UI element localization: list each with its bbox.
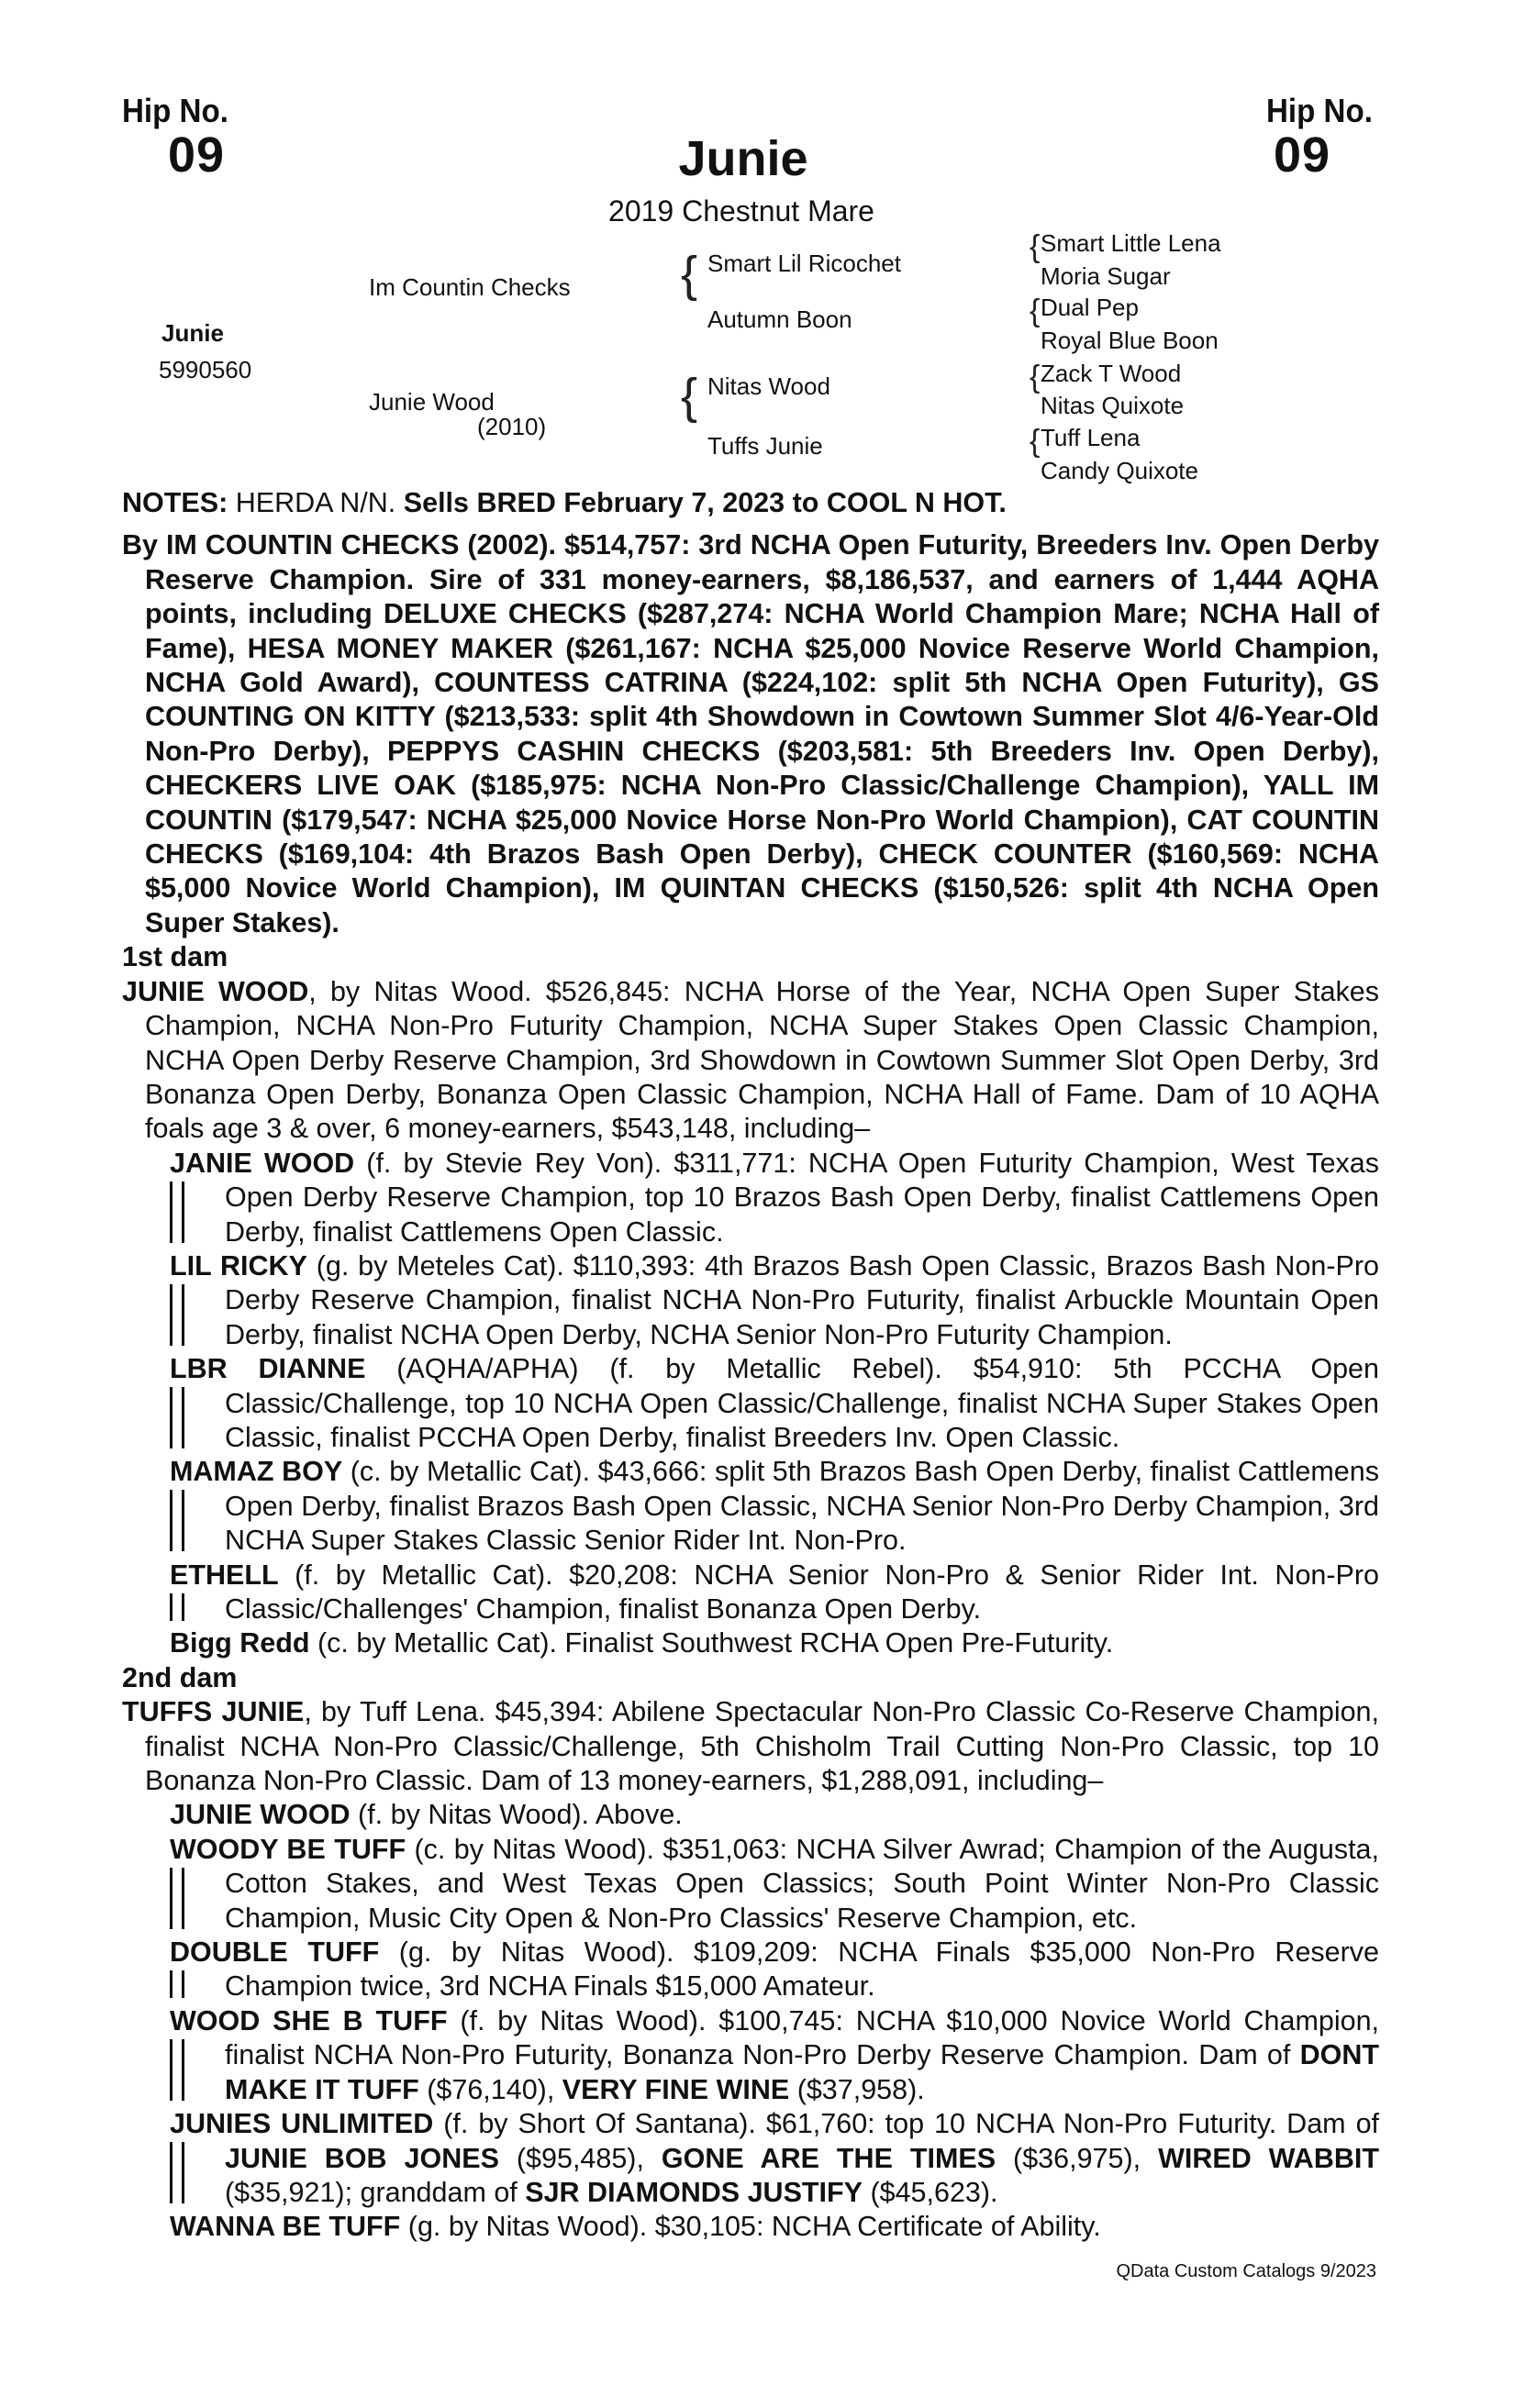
produce-name: SJR DIAMONDS JUSTIFY — [525, 2176, 863, 2208]
produce-name: JUNIE BOB JONES — [225, 2142, 499, 2174]
notes-label: NOTES: — [122, 487, 228, 518]
footer-credit: QData Custom Catalogs 9/2023 — [1116, 2261, 1376, 2281]
foal-name: Bigg Redd — [170, 1627, 310, 1659]
pedigree-dam-sire: Nitas Wood — [707, 372, 830, 400]
foal-entry — [170, 1352, 1379, 1455]
dam-record: , by Nitas Wood. $526,845: NCHA Horse of the Year, NCHA Open Super Stakes Champion, NCHA Non-Pro Futurity Champion, NCHA Super Stakes Open Classic Champion, NCHA Open Derby Reserve Champion, 3rd Showdown in Cowtown Summer Slot Open Derby, 3rd Bonanza Open Derby, Bonanza Open Classic Champion, NCHA Hall of Fame. Dam of 10 AQHA foals age 3 & over, 6 money-earners, $543,148, including– — [145, 975, 1379, 1145]
pedigree-brace: { — [1030, 294, 1041, 328]
foal-record: (f. by Nitas Wood). $100,745: NCHA $10,000 Novice World Champion, finalist NCHA Non-Pro Futurity, Bonanza Non-Pro Derby Reserve Champion. Dam of — [225, 2004, 1379, 2071]
foal-name: DOUBLE TUFF — [170, 1936, 380, 1969]
foal-record: (c. by Nitas Wood). $351,063: NCHA Silver Awrad; Champion of the Augusta, Cotton Stakes, and West Texas Open Classics; South Point Winter Non-Pro Classic Champion, Music City Open & Non-Pro Classics' Reserve Champion, etc. — [225, 1833, 1379, 1934]
pedigree-sire-sire: Smart Lil Ricochet — [707, 250, 901, 277]
foal-record: (g. by Meteles Cat). $110,393: 4th Brazos Bash Open Classic, Brazos Bash Non-Pro Derby Reserve Champion, finalist NCHA Non-Pro Futurity, finalist Arbuckle Mountain Open Derby, finalist NCHA Open Derby, NCHA Senior Non-Pro Futurity Champion. — [225, 1249, 1379, 1350]
foal-record: (f. by Metallic Cat). $20,208: NCHA Senior Non-Pro & Senior Rider Int. Non-Pro Classic/Challenges' Champion, finalist Bonanza Open Derby. — [225, 1559, 1379, 1625]
foal-record: (c. by Metallic Cat). $43,666: split 5th Brazos Bash Open Derby, finalist Cattlemens Open Derby, finalist Brazos Bash Open Classic, NCHA Senior Non-Pro Derby Champion, 3rd NCHA Super Stakes Classic Senior Rider Int. Non-Pro. — [225, 1456, 1379, 1557]
foal-record: (f. by Stevie Rey Von). $311,771: NCHA Open Futurity Champion, West Texas Open Derby Reserve Champion, top 10 Brazos Bash Open Derby, finalist Cattlemens Open Derby, finalist Cattlemens Open Classic. — [225, 1147, 1379, 1248]
foal-name: JUNIES UNLIMITED — [170, 2108, 434, 2140]
foal-entry — [170, 2210, 1379, 2244]
hip-number-left: 09 — [168, 128, 226, 183]
foal-record: (AQHA/APHA) (f. by Metallic Rebel). $54,910: 5th PCCHA Open Classic/Challenge, top 10 NCHA Open Classic/Challenge, finalist NCHA Super Stakes Open Classic, finalist PCCHA Open Derby, finalist Breeders Inv. Open Classic. — [225, 1353, 1379, 1453]
pedigree-dam-dam: Tuffs Junie — [707, 432, 823, 460]
foal-entry — [170, 1147, 1379, 1249]
pedigree-g3: Dual Pep — [1041, 294, 1139, 321]
pedigree-sire-dam: Autumn Boon — [707, 305, 852, 333]
hip-label-right: Hip No. — [1266, 92, 1373, 129]
produce-earnings: ($36,975), — [996, 2142, 1159, 2174]
pedigree-dam-year: (2010) — [477, 413, 547, 440]
pedigree-subject-reg: 5990560 — [159, 356, 252, 383]
produce-name: DONT MAKE IT TUFF — [225, 2039, 1379, 2105]
foal-name: JUNIE WOOD — [170, 1799, 351, 1831]
foal-record: (f. by Short Of Santana). $61,760: top 10 NCHA Non-Pro Futurity. Dam of — [433, 2108, 1380, 2140]
foal-name: WANNA BE TUFF — [170, 2211, 401, 2243]
pedigree-subject-name: Junie — [161, 319, 224, 347]
foal-name: WOODY BE TUFF — [170, 1833, 406, 1865]
foal-entry — [170, 1833, 1379, 1936]
produce-earnings: ($35,921); granddam of — [225, 2176, 526, 2208]
produce-earnings: ($95,485), — [498, 2142, 662, 2174]
foal-entry — [170, 2107, 1379, 2210]
pedigree-sire: Im Countin Checks — [369, 273, 571, 301]
dam-name: JUNIE WOOD — [122, 975, 309, 1007]
pedigree-g3: Nitas Quixote — [1041, 392, 1185, 419]
pedigree-brace: { — [1030, 424, 1041, 459]
foal-entry — [170, 1798, 1379, 1832]
foal-entry — [170, 1936, 1379, 2004]
notes-bred: Sells BRED February 7, 2023 to COOL N HOT. — [403, 487, 1007, 518]
second-dam-paragraph — [122, 1695, 1379, 1798]
foal-name: LIL RICKY — [170, 1249, 307, 1282]
hip-number-right: 09 — [1274, 128, 1331, 183]
pedigree-g3: Zack T Wood — [1041, 360, 1182, 387]
pedigree-brace: { — [1030, 229, 1041, 264]
notes-line — [122, 486, 1379, 520]
produce-name: GONE ARE THE TIMES — [661, 2142, 996, 2174]
foal-name: LBR DIANNE — [170, 1353, 366, 1385]
horse-name: Junie — [678, 131, 808, 186]
hip-label-left: Hip No. — [122, 92, 228, 129]
foal-name: MAMAZ BOY — [170, 1456, 343, 1488]
notes-herda: HERDA N/N. — [235, 487, 396, 518]
first-dam-paragraph — [122, 975, 1379, 1147]
pedigree-dam: Junie Wood — [369, 388, 495, 416]
produce-name: VERY FINE WINE — [562, 2073, 790, 2105]
pedigree-g3: Tuff Lena — [1041, 424, 1141, 451]
produce-earnings: ($45,623). — [863, 2176, 998, 2208]
second-dam-heading: 2nd dam — [122, 1661, 238, 1693]
pedigree-brace: { — [681, 369, 698, 424]
pedigree-g3: Moria Sugar — [1041, 262, 1171, 290]
foal-entry — [170, 1455, 1379, 1558]
foal-name: JANIE WOOD — [170, 1147, 355, 1179]
pedigree-g3: Smart Little Lena — [1041, 229, 1221, 257]
catalog-body — [122, 486, 1379, 2245]
first-dam-heading: 1st dam — [122, 941, 228, 973]
foal-entry — [170, 1559, 1379, 1627]
sire-paragraph: By IM COUNTIN CHECKS (2002). $514,757: 3rd NCHA Open Futurity, Breeders Inv. Open Derby Reserve Champion. Sire of 331 money-earners, $8,186,537, and earners of 1,444 AQHA points, including DELUXE CHECKS ($287,274: NCHA World Champion Mare; NCHA Hall of Fame), HESA MONEY MAKER ($261,167: NCHA $25,000 Novice Reserve World Champion, NCHA Gold Award), COUNTESS CATRINA ($224,102: split 5th NCHA Open Futurity), GS COUNTING ON KITTY ($213,533: split 4th Showdown in Cowtown Summer Slot 4/6-Year-Old Non-Pro Derby), PEPPYS CASHIN CHECKS ($203,581: 5th Breeders Inv. Open Derby), CHECKERS LIVE OAK ($185,975: NCHA Non-Pro Classic/Challenge Champion), YALL IM COUNTIN ($179,547: NCHA $25,000 Novice Horse Non-Pro World Champion), CAT COUNTIN CHECKS ($169,104: 4th Brazos Bash Open Derby), CHECK COUNTER ($160,569: NCHA $5,000 Novice World Champion), IM QUINTAN CHECKS ($150,526: split 4th NCHA Open Super Stakes). — [122, 529, 1379, 938]
foal-record: (f. by Nitas Wood). Above. — [350, 1799, 683, 1831]
foal-record: (c. by Metallic Cat). Finalist Southwest RCHA Open Pre-Futurity. — [309, 1627, 1114, 1659]
foal-entry — [170, 2004, 1379, 2107]
foal-name: WOOD SHE B TUFF — [170, 2004, 448, 2036]
pedigree-brace: { — [681, 247, 698, 302]
pedigree-g3: Candy Quixote — [1041, 457, 1198, 484]
dam-name: TUFFS JUNIE — [122, 1696, 305, 1728]
produce-earnings: ($76,140), — [418, 2073, 562, 2105]
pedigree-brace: { — [1030, 360, 1041, 394]
foal-entry — [170, 1626, 1379, 1660]
foal-entry — [170, 1249, 1379, 1352]
produce-name: WIRED WABBIT — [1158, 2142, 1379, 2174]
produce-earnings: ($37,958). — [789, 2073, 925, 2105]
foal-record: (g. by Nitas Wood). $109,209: NCHA Finals $35,000 Non-Pro Reserve Champion twice, 3rd NCHA Finals $15,000 Amateur. — [225, 1936, 1379, 2003]
foal-record: (g. by Nitas Wood). $30,105: NCHA Certificate of Ability. — [400, 2211, 1101, 2243]
dam-record: , by Tuff Lena. $45,394: Abilene Spectacular Non-Pro Classic Co-Reserve Champion, finalist NCHA Non-Pro Classic/Challenge, 5th Chisholm Trail Cutting Non-Pro Classic, top 10 Bonanza Non-Pro Classic. Dam of 13 money-earners, $1,288,091, including– — [145, 1696, 1379, 1797]
foal-name: ETHELL — [170, 1559, 279, 1591]
pedigree-g3: Royal Blue Boon — [1041, 327, 1219, 354]
horse-description: 2019 Chestnut Mare — [608, 194, 874, 227]
